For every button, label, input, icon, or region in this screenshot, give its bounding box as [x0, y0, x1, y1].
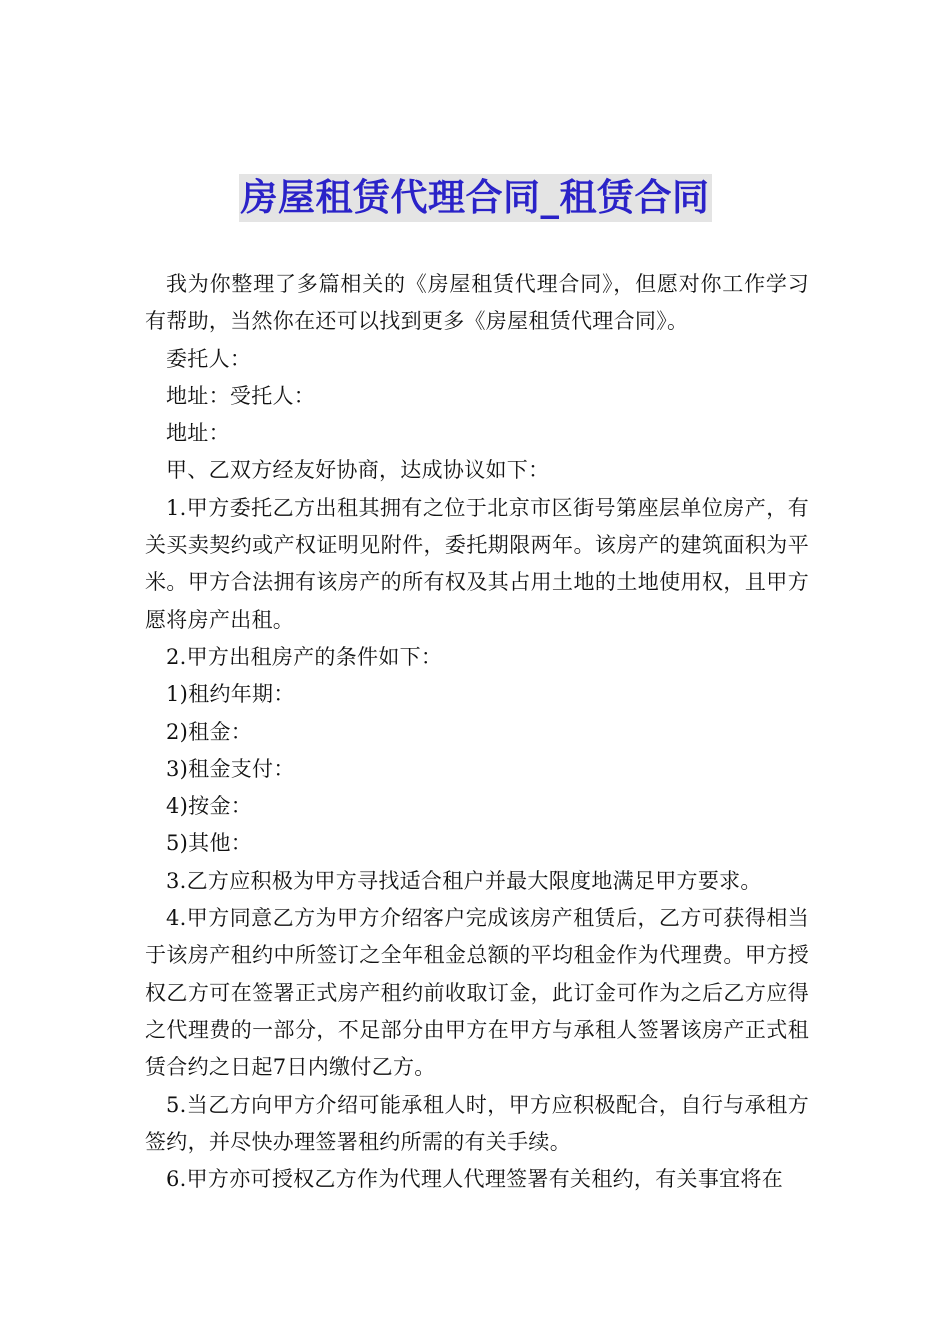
- clause-2: 2.甲方出租房产的条件如下：: [166, 644, 443, 669]
- clause-1: 1.甲方委托乙方出租其拥有之位于北京市区街号第座层单位房产，有关买卖契约或产权证明见附件，委托期限两年。该房产的建筑面积为平米。甲方合法拥有该房产的所有权及其占用土地的土地使用权，且甲方愿将房产出租。: [145, 495, 809, 632]
- clause-6: 6.甲方亦可授权乙方作为代理人代理签署有关租约，有关事宜将在: [166, 1167, 784, 1192]
- clause-5: 5.当乙方向甲方介绍可能承租人时，甲方应积极配合，自行与承租方签约，并尽快办理签署租约所需的有关手续。: [145, 1092, 809, 1154]
- sub-item-other: 5)其他：: [166, 831, 253, 856]
- address-line: 地址：: [166, 421, 230, 446]
- document-title: 房屋租赁代理合同_租赁合同: [239, 174, 712, 222]
- clause-3: 3.乙方应积极为甲方寻找适合租户并最大限度地满足甲方要求。: [166, 868, 762, 893]
- sub-item-deposit: 4)按金：: [166, 794, 253, 819]
- clause-4: 4.甲方同意乙方为甲方介绍客户完成该房产租赁后，乙方可获得相当于该房产租约中所签订之全年租金总额的平均租金作为代理费。甲方授权乙方可在签署正式房产租约前收取订金，此订金可作为之后乙方应得之代理费的一部分，不足部分由甲方在甲方与承租人签署该房产正式租赁合约之日起7日内缴付乙方。: [145, 906, 809, 1080]
- principal-line: 委托人：: [166, 346, 252, 371]
- title-container: [0, 174, 950, 222]
- sub-item-rent-payment: 3)租金支付：: [166, 756, 295, 781]
- address-agent-line: 地址：受托人：: [166, 383, 316, 408]
- agreement-intro: 甲、乙双方经友好协商，达成协议如下：: [166, 458, 550, 483]
- sub-item-rent: 2)租金：: [166, 719, 253, 744]
- sub-item-lease-term: 1)租约年期：: [166, 682, 295, 707]
- document-body: [145, 266, 809, 1198]
- intro-paragraph: 我为你整理了多篇相关的《房屋租赁代理合同》，但愿对你工作学习有帮助，当然你在还可以找到更多《房屋租赁代理合同》。: [145, 272, 809, 334]
